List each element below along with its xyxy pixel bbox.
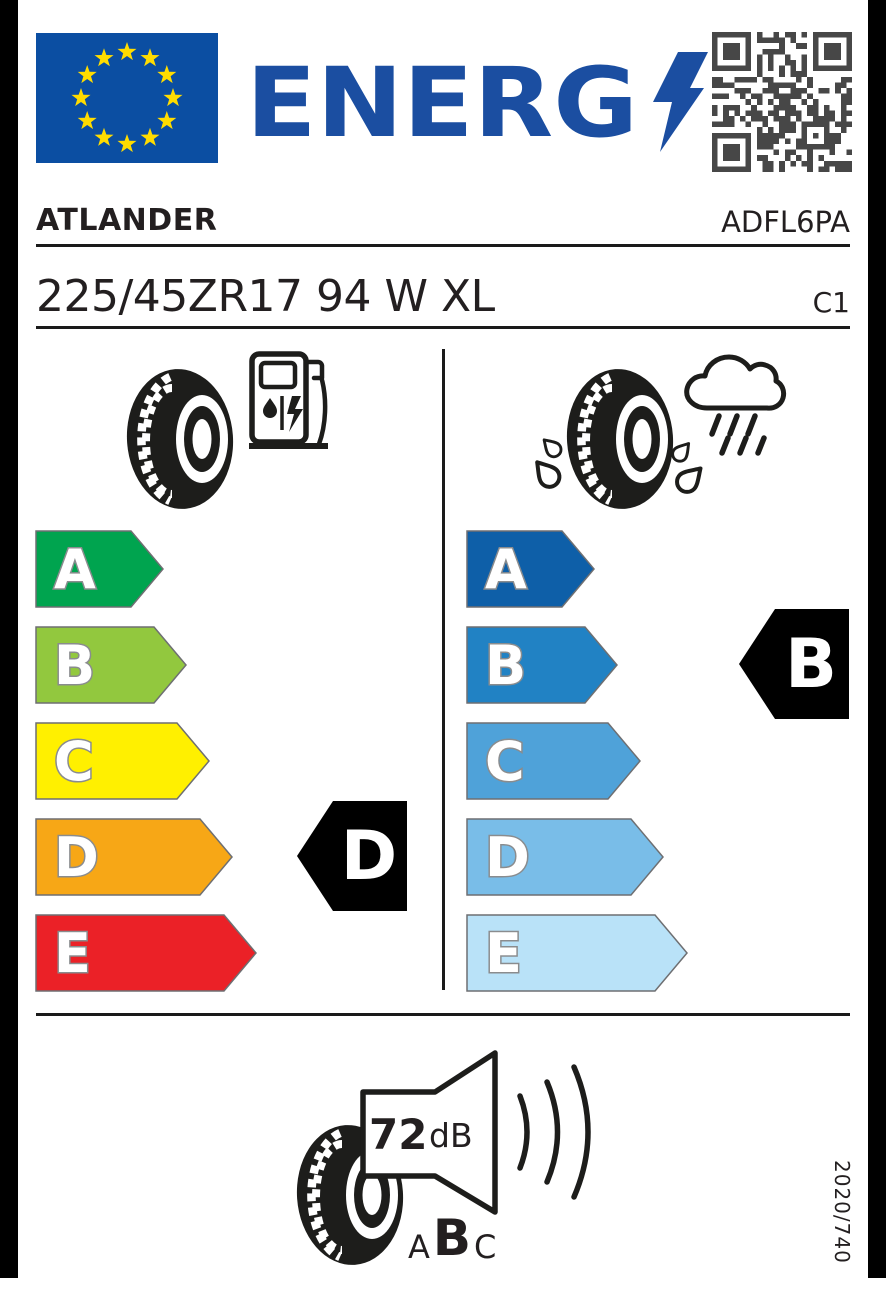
noise-speaker-icon (352, 1046, 602, 1218)
wet-rating-indicator (738, 608, 850, 720)
wet-grade-arrow-e (466, 914, 689, 992)
energy-logo-text: ENERG (246, 52, 638, 152)
wet-grade-arrow-d (466, 818, 665, 896)
divider-line (36, 1013, 850, 1016)
tyre-class: C1 (812, 286, 850, 319)
fuel-grade-arrow-a (35, 530, 165, 608)
energy-logo (246, 52, 716, 152)
wet-grade-arrow-a (466, 530, 596, 608)
svg-text:A: A (54, 538, 96, 601)
fuel-grade-arrow-c (35, 722, 211, 800)
svg-text:B: B (785, 625, 837, 704)
noise-class-c: C (474, 1228, 497, 1266)
divider-line (36, 326, 850, 329)
svg-text:B: B (485, 634, 527, 697)
fuel-rating-indicator (296, 800, 408, 912)
wet-grade-arrow-b (466, 626, 619, 704)
svg-text:C: C (485, 730, 525, 793)
model-code: ADFL6PA (721, 205, 850, 239)
noise-class-rating: B (432, 1209, 472, 1267)
rain-cloud-icon (682, 350, 790, 458)
regulation-number: 2020/740 (830, 1160, 854, 1264)
svg-text:A: A (485, 538, 527, 601)
fuel-grade-arrow-d (35, 818, 234, 896)
svg-text:E: E (54, 922, 91, 985)
wet-grade-arrow-c (466, 722, 642, 800)
sound-wave-icon (520, 1096, 527, 1168)
svg-text:E: E (485, 922, 522, 985)
noise-unit: dB (429, 1116, 473, 1155)
divider-line (36, 244, 850, 247)
noise-class-scale (408, 1209, 497, 1267)
noise-value: 72 (369, 1110, 428, 1159)
fuel-grade-arrow-b (35, 626, 188, 704)
sound-wave-icon (547, 1082, 558, 1182)
svg-text:C: C (54, 730, 94, 793)
sound-wave-icon (574, 1067, 588, 1197)
tyre-size-designation: 225/45ZR17 94 W XL (36, 271, 495, 322)
svg-text:B: B (54, 634, 96, 697)
eu-flag (36, 33, 218, 163)
svg-text:D: D (485, 826, 530, 889)
column-divider (442, 349, 445, 990)
lightning-bolt-icon (653, 52, 708, 152)
svg-text:D: D (54, 826, 99, 889)
fuel-efficiency-tire-icon (126, 368, 240, 510)
qr-code (712, 32, 852, 172)
right-border-bar (868, 0, 886, 1278)
left-border-bar (0, 0, 18, 1278)
fuel-pump-icon (248, 350, 334, 450)
svg-text:D: D (340, 817, 398, 896)
fuel-grade-arrow-e (35, 914, 258, 992)
noise-class-a: A (408, 1228, 430, 1266)
brand-name: ATLANDER (36, 203, 218, 238)
